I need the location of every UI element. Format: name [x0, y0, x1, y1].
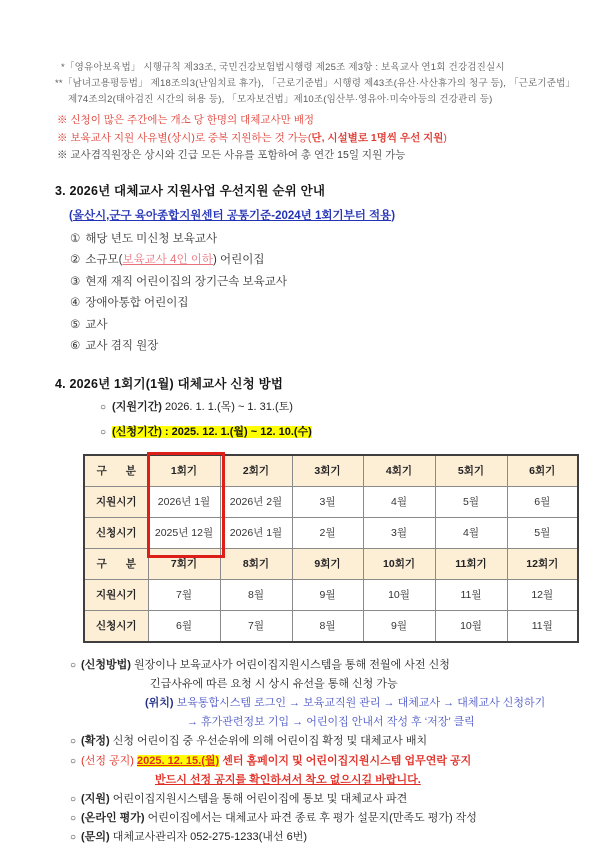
data-cell: 8월	[220, 579, 292, 610]
header-cell: 구 분	[84, 548, 148, 579]
circle-marker: ○	[70, 832, 77, 844]
contact-label: (문의)	[81, 831, 110, 844]
apply-period-highlight: (신청기간) : 2025. 12. 1.(월) ~ 12. 10.(수)	[112, 425, 312, 438]
circle-marker: ○	[100, 426, 107, 438]
data-cell: 12월	[507, 579, 578, 610]
method-label: (신청방법)	[81, 658, 131, 671]
circle-marker: ○	[70, 813, 77, 825]
priority-item-6	[70, 336, 580, 358]
selection-notice-date: 2025. 12. 15.(월)	[137, 754, 220, 767]
data-cell: 9월	[292, 579, 363, 610]
item-text: ) 어린이집	[213, 254, 265, 266]
confirm-line	[70, 732, 580, 751]
row-label-cell: 지원시기	[84, 486, 148, 517]
item-marker: ⑤	[70, 318, 81, 331]
dispatch-line	[70, 790, 580, 809]
notice-line-3: ※ 교사겸직원장은 상시와 긴급 모든 사유를 포함하여 총 연간 15일 지원 가능	[57, 149, 406, 161]
item-marker: ④	[70, 297, 81, 309]
circle-marker: ○	[70, 793, 77, 805]
circle-marker: ○	[100, 401, 107, 413]
data-cell: 2025년 12월	[148, 517, 220, 548]
item-marker: ②	[70, 254, 81, 266]
circle-marker: ○	[70, 755, 77, 767]
circle-marker: ○	[70, 736, 77, 748]
location-label: (위치)	[145, 696, 174, 709]
data-cell: 5월	[507, 517, 578, 548]
header-cell: 5회기	[435, 455, 507, 487]
row-label-cell: 신청시기	[84, 610, 148, 642]
item-marker: ③	[70, 275, 81, 288]
section4-paragraphs	[70, 656, 580, 848]
data-cell: 5월	[435, 486, 507, 517]
dispatch-text: 어린이집지원시스템을 통해 어린이집에 통보 및 대체교사 파견	[112, 792, 408, 805]
data-cell: 10월	[363, 579, 435, 610]
data-cell: 2026년 2월	[220, 486, 292, 517]
item-marker: ⑥	[70, 340, 81, 352]
header-cell: 6회기	[507, 455, 578, 487]
method-line	[70, 656, 580, 675]
header-cell: 9회기	[292, 548, 363, 579]
item-text: 현재 재직 어린이집의 장기근속 보육교사	[85, 275, 287, 288]
header-cell: 12회기	[507, 548, 578, 579]
notice-line-1: ※ 신청이 많은 주간에는 개소 당 한명의 대체교사만 배정	[57, 114, 314, 126]
evaluation-text: 어린이집에서는 대체교사 파견 종료 후 평가 설문지(만족도 평가) 작성	[147, 812, 477, 825]
item-text: 해당 년도 미신청 보육교사	[85, 232, 218, 245]
header-cell: 2회기	[220, 455, 292, 487]
header-cell: 3회기	[292, 455, 363, 487]
support-period-line	[100, 398, 580, 417]
item-text: 장애아통합 어린이집	[85, 297, 189, 309]
notice-line-2	[57, 130, 580, 148]
location-path-1: 보육통합시스템 로그인 → 보육교직원 관리 → 대체교사 → 대체교사 신청하기	[176, 696, 546, 709]
legal-notes	[55, 60, 580, 108]
table-row-apply-1	[84, 517, 578, 548]
evaluation-line	[70, 809, 580, 828]
table-row-header-2	[84, 548, 578, 579]
evaluation-label: (온라인 평가)	[81, 812, 145, 825]
data-cell: 10월	[435, 610, 507, 642]
header-cell: 4회기	[363, 455, 435, 487]
priority-item-5	[70, 315, 580, 337]
header-cell: 8회기	[220, 548, 292, 579]
support-period-text: 2026. 1. 1.(목) ~ 1. 31.(토)	[164, 400, 293, 413]
data-cell: 4월	[435, 517, 507, 548]
data-cell: 6월	[148, 610, 220, 642]
schedule-table-wrap	[83, 454, 577, 643]
data-cell: 2026년 1월	[220, 517, 292, 548]
table-row-apply-2	[84, 610, 578, 642]
data-cell: 3월	[292, 486, 363, 517]
data-cell: 11월	[435, 579, 507, 610]
data-cell: 2월	[292, 517, 363, 548]
selection-notice-text: 센터 홈페이지 및 어린이집지원시스템 업무연락 공지	[222, 754, 472, 767]
method-text: 원장이나 보육교사가 어린이집지원시스템을 통해 전월에 사전 신청	[133, 658, 450, 671]
circle-marker: ○	[70, 659, 77, 671]
legal-note-line-2: **「남녀고용평등법」 제18조의3(난임치료 휴가), 「근로기준법」시행령 제43조(유산·사산휴가의 청구 등), 「근로기준법」	[55, 78, 576, 89]
priority-item-4	[70, 293, 580, 315]
priority-item-1	[70, 229, 580, 251]
item-marker: ①	[70, 232, 81, 245]
dispatch-label: (지원)	[81, 792, 110, 805]
selection-notice-line	[70, 752, 580, 771]
header-cell: 11회기	[435, 548, 507, 579]
data-cell: 3월	[363, 517, 435, 548]
data-cell: 11월	[507, 610, 578, 642]
contact-line	[70, 828, 580, 847]
priority-item-3	[70, 272, 580, 294]
row-label-cell: 신청시기	[84, 517, 148, 548]
legal-note-line-3: 제74조의2(태아검진 시간의 허용 등), 「모자보건법」제10조(임산부·영유아·미숙아등의 건강관리 등)	[68, 94, 493, 105]
location-line-1	[145, 694, 580, 713]
header-cell: 1회기	[148, 455, 220, 487]
data-cell: 7월	[148, 579, 220, 610]
row-label-cell: 지원시기	[84, 579, 148, 610]
item-text: 소규모(	[85, 254, 123, 266]
support-period-label: (지원기간)	[112, 400, 162, 413]
confirm-label: (확정)	[81, 735, 110, 748]
asterisk-notices	[57, 112, 580, 165]
section3-subtitle: (울산시,군구 육아종합지원센터 공통기준-2024년 1회기부터 적용)	[69, 209, 396, 222]
confirm-text: 신청 어린이집 중 우선순위에 의해 어린이집 확정 및 대체교사 배치	[112, 735, 428, 748]
location-line-2: → 휴가관련정보 기입 → 어린이집 안내서 작성 후 ‘저장’ 클릭	[187, 716, 475, 729]
item-text: 교사	[85, 318, 108, 331]
header-cell: 10회기	[363, 548, 435, 579]
data-cell: 9월	[363, 610, 435, 642]
contact-text: 대체교사관리자 052-275-1233(내선 6번)	[112, 831, 308, 844]
table-row-support-1	[84, 486, 578, 517]
selection-notice-label: (선정 공지)	[81, 754, 134, 767]
priority-list	[70, 229, 580, 358]
method-line-2: 긴급사유에 따른 요청 시 상시 유선을 통해 신청 가능	[150, 677, 398, 690]
notice-line-2-pre: ※ 보육교사 지원 사유별(상시)로 중복 지원하는 것 가능(	[57, 131, 312, 144]
section3-heading: 3. 2026년 대체교사 지원사업 우선지원 순위 안내	[55, 183, 326, 198]
header-cell: 구 분	[84, 455, 148, 487]
priority-item-2	[70, 250, 580, 272]
data-cell: 7월	[220, 610, 292, 642]
item-highlight: 보육교사 4인 이하	[122, 254, 214, 266]
selection-notice-line-2: 반드시 선정 공지를 확인하셔서 착오 없으시길 바랍니다.	[155, 773, 421, 786]
header-cell: 7회기	[148, 548, 220, 579]
apply-period-line	[100, 423, 580, 442]
notice-line-2-bold: 단, 시설별로 1명씩 우선 지원	[311, 131, 444, 144]
table-row-support-2	[84, 579, 578, 610]
data-cell: 4월	[363, 486, 435, 517]
data-cell: 8월	[292, 610, 363, 642]
data-cell: 6월	[507, 486, 578, 517]
data-cell: 2026년 1월	[148, 486, 220, 517]
section4-heading: 4. 2026년 1회기(1월) 대체교사 신청 방법	[55, 376, 284, 391]
item-text: 교사 겸직 원장	[85, 340, 159, 352]
schedule-table	[83, 454, 579, 643]
notice-line-2-post: )	[443, 131, 447, 144]
legal-note-line-1: *「영유아보육법」 시행규칙 제33조, 국민건강보험법시행령 제25조 제3항 : 보육교사 연1회 건강검진실시	[61, 62, 505, 73]
table-row-header-1	[84, 455, 578, 487]
